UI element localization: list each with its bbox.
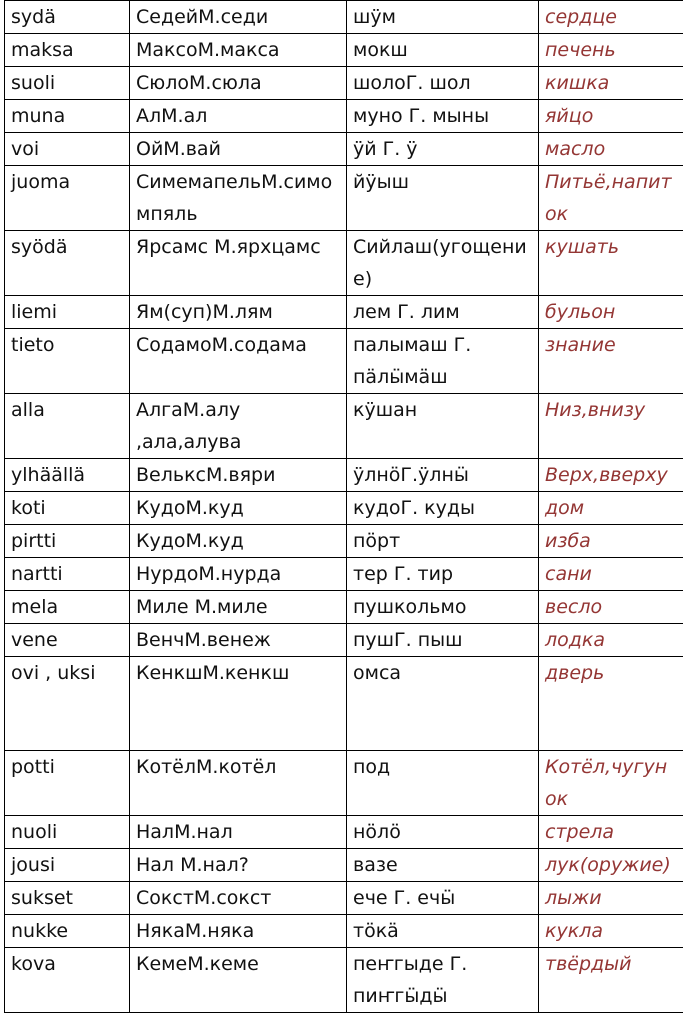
mordvin-word-cell: СокстМ.сокст (130, 882, 347, 915)
mordvin-word-cell: СюлоМ.сюла (130, 67, 347, 100)
vocabulary-table-body (5, 1, 683, 1013)
finnish-word-cell: jousi (5, 849, 130, 882)
mari-word-cell: под (347, 751, 539, 816)
finnish-word-cell: sukset (5, 882, 130, 915)
mordvin-word-cell: СедейМ.седи (130, 1, 347, 34)
mordvin-word-cell: МаксоМ.макса (130, 34, 347, 67)
finnish-word-cell: juoma (5, 166, 130, 231)
mari-word-cell: пӧрт (347, 525, 539, 558)
table-row (5, 525, 683, 558)
finnish-word-cell: potti (5, 751, 130, 816)
table-row (5, 591, 683, 624)
mordvin-word-cell: Нал М.нал? (130, 849, 347, 882)
mari-word-cell: тӧкӓ (347, 915, 539, 948)
mordvin-word-cell: Ям(суп)М.лям (130, 296, 347, 329)
mordvin-word-cell: КемеМ.кеме (130, 948, 347, 1013)
mordvin-word-cell: НалМ.нал (130, 816, 347, 849)
mari-word-cell: мокш (347, 34, 539, 67)
table-row (5, 34, 683, 67)
table-row (5, 100, 683, 133)
mari-word-cell: пеҥгыде Г. пиҥгӹдӹ (347, 948, 539, 1013)
mari-word-cell: тер Г. тир (347, 558, 539, 591)
table-row (5, 394, 683, 459)
russian-translation-cell: лодка (539, 624, 683, 657)
finnish-word-cell: koti (5, 492, 130, 525)
finnish-word-cell: muna (5, 100, 130, 133)
russian-translation-cell: лыжи (539, 882, 683, 915)
mordvin-word-cell: ВенчМ.венеж (130, 624, 347, 657)
russian-translation-cell: знание (539, 329, 683, 394)
mordvin-word-cell: ВельксМ.вяри (130, 459, 347, 492)
finnish-word-cell: mela (5, 591, 130, 624)
mordvin-word-cell: Миле М.миле (130, 591, 347, 624)
table-row (5, 915, 683, 948)
mordvin-word-cell: КудоМ.куд (130, 492, 347, 525)
finnish-word-cell: nuoli (5, 816, 130, 849)
finnish-word-cell: vene (5, 624, 130, 657)
mari-word-cell: ӱлнӧГ.ӱлнӹ (347, 459, 539, 492)
finnish-word-cell: nukke (5, 915, 130, 948)
table-row (5, 133, 683, 166)
mari-word-cell: лем Г. лим (347, 296, 539, 329)
table-row (5, 67, 683, 100)
finnish-word-cell: pirtti (5, 525, 130, 558)
table-row (5, 231, 683, 296)
russian-translation-cell: бульон (539, 296, 683, 329)
finnish-word-cell: sydä (5, 1, 130, 34)
russian-translation-cell: яйцо (539, 100, 683, 133)
table-row (5, 849, 683, 882)
mari-word-cell: йӱыш (347, 166, 539, 231)
mordvin-word-cell: СимемапельМ.симомпяль (130, 166, 347, 231)
table-row (5, 624, 683, 657)
russian-translation-cell: весло (539, 591, 683, 624)
mari-word-cell: палымаш Г. пӓлӹмӓш (347, 329, 539, 394)
russian-translation-cell: кушать (539, 231, 683, 296)
mari-word-cell: кӱшан (347, 394, 539, 459)
finnish-word-cell: tieto (5, 329, 130, 394)
mari-word-cell: шӱм (347, 1, 539, 34)
mordvin-word-cell: НурдоМ.нурда (130, 558, 347, 591)
finnish-word-cell: kova (5, 948, 130, 1013)
table-row (5, 948, 683, 1013)
russian-translation-cell: лук(оружие) (539, 849, 683, 882)
russian-translation-cell: дом (539, 492, 683, 525)
finnish-word-cell: ylhäällä (5, 459, 130, 492)
russian-translation-cell: стрела (539, 816, 683, 849)
russian-translation-cell: твёрдый (539, 948, 683, 1013)
table-row (5, 166, 683, 231)
vocabulary-table (4, 0, 683, 1013)
table-row (5, 1, 683, 34)
mari-word-cell: Сийлаш(угощение) (347, 231, 539, 296)
finnish-word-cell: liemi (5, 296, 130, 329)
mari-word-cell: ече Г. ечӹ (347, 882, 539, 915)
table-row (5, 459, 683, 492)
finnish-word-cell: ovi , uksi (5, 657, 130, 751)
mordvin-word-cell: КотёлМ.котёл (130, 751, 347, 816)
russian-translation-cell: сани (539, 558, 683, 591)
mordvin-word-cell: КенкшМ.кенкш (130, 657, 347, 751)
russian-translation-cell: печень (539, 34, 683, 67)
finnish-word-cell: voi (5, 133, 130, 166)
russian-translation-cell: кукла (539, 915, 683, 948)
mari-word-cell: нӧлӧ (347, 816, 539, 849)
mari-word-cell: ӱй Г. ӱ (347, 133, 539, 166)
russian-translation-cell: Котёл,чугунок (539, 751, 683, 816)
finnish-word-cell: maksa (5, 34, 130, 67)
mordvin-word-cell: НякаМ.няка (130, 915, 347, 948)
table-row (5, 751, 683, 816)
table-row (5, 558, 683, 591)
mari-word-cell: пушкольмо (347, 591, 539, 624)
mordvin-word-cell: СодамоМ.содама (130, 329, 347, 394)
mordvin-word-cell: КудоМ.куд (130, 525, 347, 558)
finnish-word-cell: alla (5, 394, 130, 459)
mari-word-cell: вазе (347, 849, 539, 882)
mari-word-cell: омса (347, 657, 539, 751)
mordvin-word-cell: АлгаМ.алу ,ала,алува (130, 394, 347, 459)
russian-translation-cell: Верх,вверху (539, 459, 683, 492)
russian-translation-cell: масло (539, 133, 683, 166)
mordvin-word-cell: АлМ.ал (130, 100, 347, 133)
table-row (5, 329, 683, 394)
finnish-word-cell: syödä (5, 231, 130, 296)
table-row (5, 492, 683, 525)
finnish-word-cell: nartti (5, 558, 130, 591)
russian-translation-cell: сердце (539, 1, 683, 34)
russian-translation-cell: кишка (539, 67, 683, 100)
table-row (5, 882, 683, 915)
mari-word-cell: шолоГ. шол (347, 67, 539, 100)
russian-translation-cell: дверь (539, 657, 683, 751)
mordvin-word-cell: Ярсамс М.ярхцамс (130, 231, 347, 296)
mari-word-cell: кудоГ. куды (347, 492, 539, 525)
russian-translation-cell: изба (539, 525, 683, 558)
russian-translation-cell: Низ,внизу (539, 394, 683, 459)
table-row (5, 296, 683, 329)
table-row (5, 657, 683, 751)
finnish-word-cell: suoli (5, 67, 130, 100)
mordvin-word-cell: ОйМ.вай (130, 133, 347, 166)
russian-translation-cell: Питьё,напиток (539, 166, 683, 231)
table-row (5, 816, 683, 849)
mari-word-cell: муно Г. мыны (347, 100, 539, 133)
mari-word-cell: пушГ. пыш (347, 624, 539, 657)
